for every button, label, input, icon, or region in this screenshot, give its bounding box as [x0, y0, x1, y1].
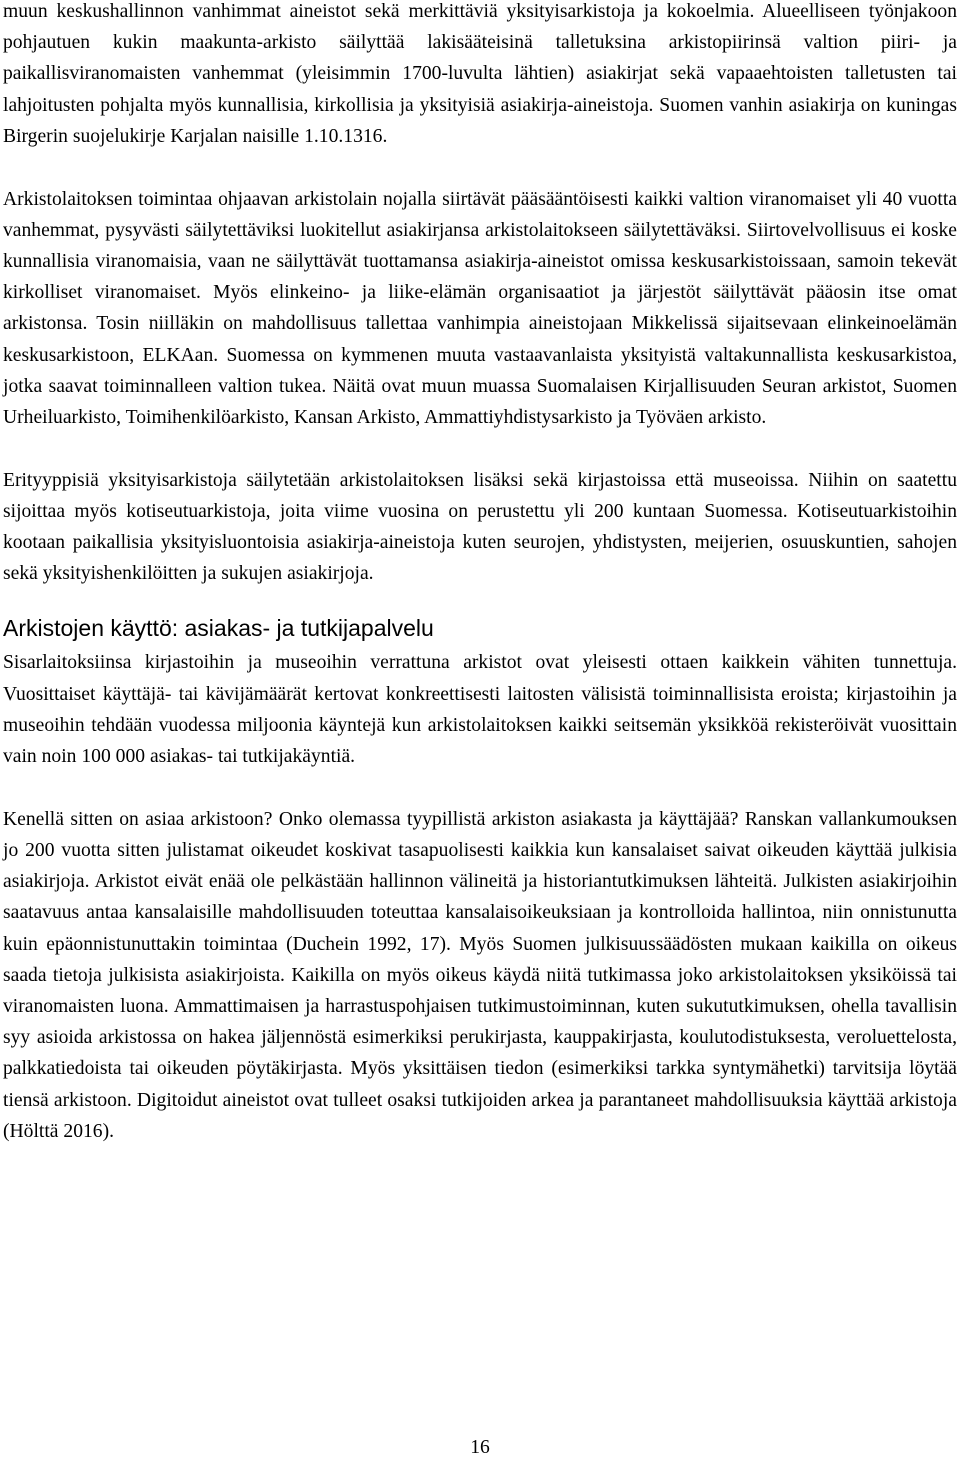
body-paragraph: Sisarlaitoksiinsa kirjastoihin ja museoihin verrattuna arkistot ovat yleisesti ottaen kaikkein vähiten tunnettuja. Vuosittaiset käyttäjä- tai kävijämäärät kertovat konkreettisesti laitosten välisistä toiminnallisista eroista; kirjastoihin ja museoihin tehdään vuodessa miljoonia käyntejä kun arkistolaitoksen kaikki seitsemän yksikköä rekisteröivät vuosittain vain noin 100 000 asiakas- tai tutkijakäyntiä. — [3, 652, 957, 768]
body-paragraph: Kenellä sitten on asiaa arkistoon? Onko olemassa tyypillistä arkiston asiakasta ja käyttäjää? Ranskan vallankumouksen jo 200 vuotta sitten julistamat oikeudet koskivat tasapuolisesti kaikkia kun kansalaiset saivat oikeuden käyttää julkisia asiakirjoja. Arkistot eivät enää ole pelkästään hallinnon välineitä ja historiantutkimuksen lähteitä. Julkisten asiakirjoihin saatavuus antaa kansalaisille mahdollisuuden toteuttaa kansalaisoikeuksiaan ja kontrolloida hallintoa, niin onnistunutta kuin epäonnistunuttakin toimintaa (Duchein 1992, 17). Myös Suomen julkisuussäädösten mukaan kaikilla on oikeus saada tietoja julkisista asiakirjoista. Kaikilla on myös oikeus käydä niitä tutkimassa joko arkistolaitoksen yksiköissä tai viranomaisten luona. Ammattimaisen ja harrastuspohjaisen tutkimustoiminnan, kuten sukututkimuksen, ohella tavallisin syy asioida arkistossa on hakea jäljennöstä esimerkiksi perukirjasta, kauppakirjasta, koulutodistuksesta, veroluettelosta, palkkatiedoista tai oikeuden pöytäkirjasta. Myös yksittäisen tiedon (esimerkiksi tarkka syntymähetki) tarvitsija löytää tiensä arkistoon. Digitoidut aineistot ovat tulleet osaksi tutkijoiden arkea ja parantaneet mahdollisuuksia käyttää arkistoja (Hölttä 2016). — [3, 808, 957, 1142]
body-paragraph: muun keskushallinnon vanhimmat aineistot sekä merkittäviä yksityisarkistoja ja kokoelmia. Alueelliseen työnjakoon pohjautuen kukin maakunta-arkisto säilyttää lakisääteisinä talletuksina arkistopiirinsä valtion piiri- ja paikallisviranomaisten vanhemmat (yleisimmin 1700-luvulta lähtien) asiakirjat sekä vapaaehtoisten talletusten tai lahjoitusten pohjalta myös kunnallisia, kirkollisia ja yksityisiä asiakirja-aineistoja. Suomen vanhin asiakirja on kuningas Birgerin suojelukirje Karjalan naisille 1.10.1316. — [3, 1, 957, 147]
page-number: 16 — [470, 1437, 490, 1458]
body-paragraph: Arkistolaitoksen toimintaa ohjaavan arkistolain nojalla siirtävät pääsääntöisesti kaikki valtion viranomaiset yli 40 vuotta vanhemmat, pysyvästi säilytettäviksi luokitellut asiakirjansa arkistolaitokseen säilytettäväksi. Siirtovelvollisuus ei koske kunnallisia viranomaisia, vaan ne säilyttävät tuottamansa asiakirja-aineistot omissa keskusarkistoissaan, samoin tekevät kirkolliset viranomaiset. Myös elinkeino- ja liike-elämän organisaatiot ja järjestöt säilyttävät pääosin itse omat arkistonsa. Tosin niilläkin on mahdollisuus tallettaa vanhimpia aineistojaan Mikkelissä sijaitsevaan elinkeinoelämän keskusarkistoon, ELKAan. Suomessa on kymmenen muuta vastaavanlaista yksityistä valtakunnallista keskusarkistoa, jotka saavat toiminnalleen valtion tukea. Näitä ovat muun muassa Suomalaisen Kirjallisuuden Seuran arkistot, Suomen Urheiluarkisto, Toimihenkilöarkisto, Kansan Arkisto, Ammattiyhdistysarkisto ja Työväen arkisto. — [3, 188, 957, 428]
document-page — [3, 0, 957, 1147]
body-paragraph: Erityyppisiä yksityisarkistoja säilytetään arkistolaitoksen lisäksi sekä kirjastoissa että museoissa. Niihin on saatettu sijoittaa myös kotiseutuarkistoja, joita viime vuosina on perustettu yli 200 kuntaan Suomessa. Kotiseutuarkistoihin kootaan paikallisia yksityisluontoisia asiakirja-aineistoja kuten seurojen, yhdistysten, meijerien, osuuskuntien, sahojen sekä yksityishenkilöitten ja sukujen asiakirjoja. — [3, 469, 957, 585]
section-heading: Arkistojen käyttö: asiakas- ja tutkijapalvelu — [3, 615, 434, 642]
